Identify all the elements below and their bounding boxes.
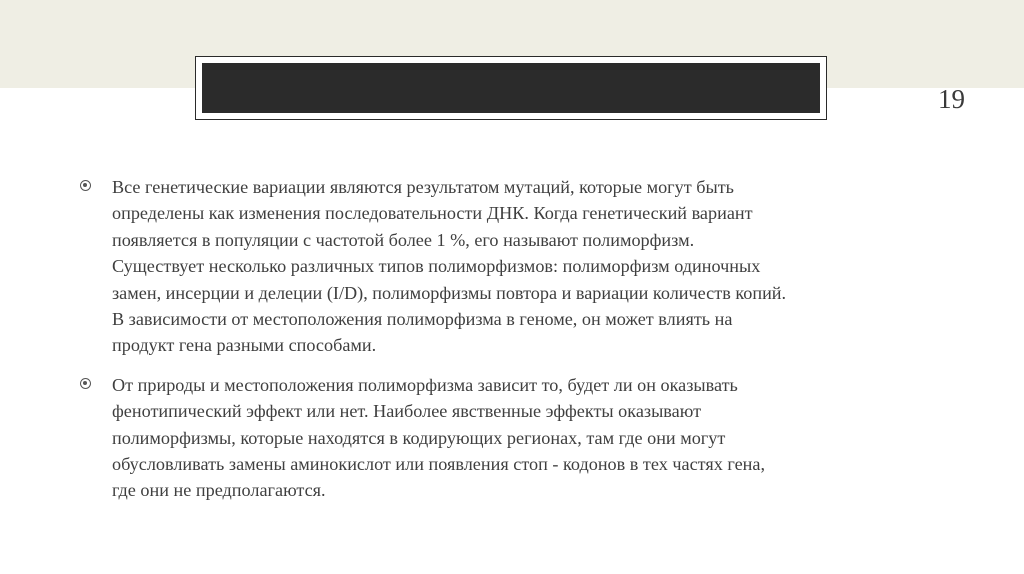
slide-content	[80, 174, 960, 517]
text-line: определены как изменения последовательности ДНК. Когда генетический вариант	[112, 203, 753, 224]
text-line: где они не предполагаются.	[112, 480, 326, 501]
text-line: полиморфизмы, которые находятся в кодирующих регионах, там где они могут	[112, 427, 726, 448]
text-line: От природы и местоположения полиморфизма зависит то, будет ли он оказывать	[112, 374, 738, 395]
text-line: замен, инсерции и делеции (I/D), полиморфизмы повтора и вариации количеств копий.	[112, 282, 787, 303]
circle-bullet-icon	[80, 180, 91, 191]
bullet-text	[112, 174, 960, 359]
title-frame	[195, 56, 827, 120]
text-line: Все генетические вариации являются результатом мутаций, которые могут быть	[112, 177, 734, 197]
text-line: В зависимости от местоположения полиморфизма в геноме, он может влиять на	[112, 309, 733, 330]
text-line: продукт гена разными способами.	[112, 335, 377, 356]
text-line: фенотипический эффект или нет. Наиболее явственные эффекты оказывают	[112, 401, 702, 422]
bullet-item	[80, 174, 960, 359]
bullet-text	[112, 372, 960, 504]
text-line: обусловливать замены аминокислот или появления стоп - кодонов в тех частях гена,	[112, 454, 765, 475]
text-line: появляется в популяции с частотой более 1 %, его называют полиморфизм.	[112, 229, 695, 250]
title-placeholder	[202, 63, 820, 113]
circle-bullet-icon	[80, 378, 91, 389]
text-line: Существует несколько различных типов полиморфизмов: полиморфизм одиночных	[112, 256, 761, 277]
slide-number: 19	[938, 84, 965, 114]
bullet-item	[80, 372, 960, 504]
